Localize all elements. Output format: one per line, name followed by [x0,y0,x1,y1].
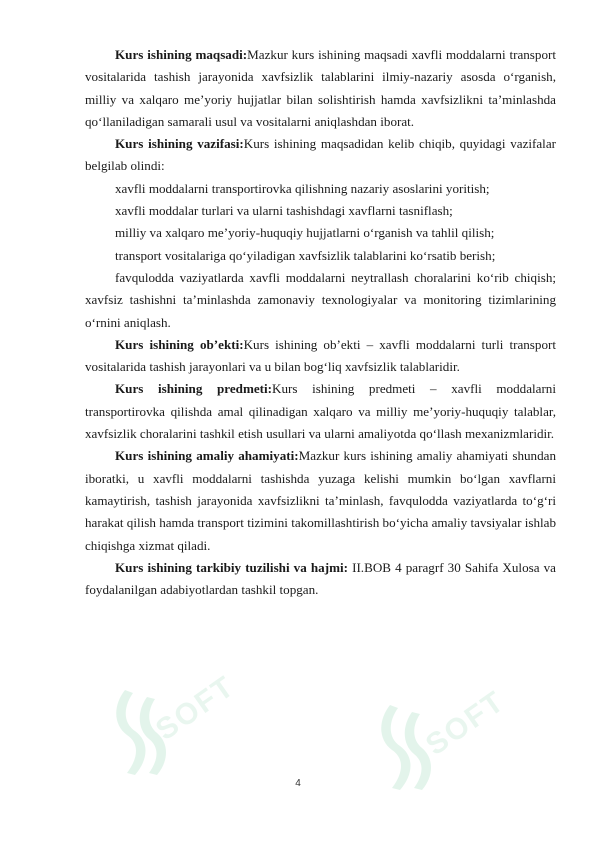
paragraph-practical-significance: Kurs ishining amaliy ahamiyati:Mazkur kurs ishining amaliy ahamiyati shundan iboratki, u xavfli moddalarni tashishda yuzaga kelishi mumkin bo‘lgan xavflarni kamaytirish, tashish jarayonida xavfsizlikni ta’minlash, favqulodda vaziyatlarda to‘g‘ri harakat qilish hamda transport tizimini takomillashtirish bo‘yicha amaliy tavsiyalar ishlab chiqishga xizmat qiladi. [85,448,557,553]
watermark-text: SOFT [150,669,242,748]
paragraph-goal: Kurs ishining maqsadi:Mazkur kurs ishining maqsadi xavfli moddalarni transport vositalarida tashish jarayonida xavfsizlik talablarini ilmiy-nazariy asosda o‘rganish, milliy va xalqaro me’yoriy hujjatlar bilan solishtirish hamda xavfsizlikni ta’minlashda qo‘llaniladigan samarali usul va vositalarni aniqlashdan iborat. [85,47,556,129]
task-item: favqulodda vaziyatlarda xavfli moddalarni neytrallash choralarini ko‘rib chiqish; xavfsiz tashishni ta’minlashda zamonaviy texnologiyalar va monitoring tizimlarining o‘rnini aniqlash. [85,269,556,330]
task-item: xavfli moddalar turlari va ularni tashishdagi xavflarni tasniflash; [115,203,453,219]
paragraph-structure: Kurs ishining tarkibiy tuzilishi va hajmi: II.BOB 4 paragrf 30 Sahifa Xulosa va foydalanilgan adabiyotlardan tashkil topgan. [85,559,556,598]
page-number: 4 [295,778,301,789]
watermark-text: SOFT [420,684,512,763]
paragraph-tasks: Kurs ishining vazifasi:Kurs ishining maqsadidan kelib chiqib, quyidagi vazifalar belgilab olindi: [85,136,556,174]
paragraph-subject: Kurs ishining predmeti:Kurs ishining predmeti – xavfli moddalarni transportirovka qilishda amal qilinadigan xalqaro va milliy me’yoriy-huquqiy talablar, xavfsizlik choralarini tashkil etish usullari va ularni amaliyotda qo‘llash mexanizmlaridir. [85,381,556,442]
task-item: milliy va xalqaro me’yoriy-huquqiy hujjatlarni o‘rganish va tahlil qilish; [115,225,495,241]
task-item: xavfli moddalarni transportirovka qilishning nazariy asoslarini yoritish; [115,180,490,196]
task-item: transport vositalariga qo‘yiladigan xavfsizlik talablarini ko‘rsatib berish; [115,247,496,263]
paragraph-object: Kurs ishining ob’ekti:Kurs ishining ob’ekti – xavfli moddalarni turli transport vositalarida tashish jarayonlari va u bilan bog‘liq xavfsizlik talablaridir. [85,336,556,375]
document-body [85,44,556,601]
